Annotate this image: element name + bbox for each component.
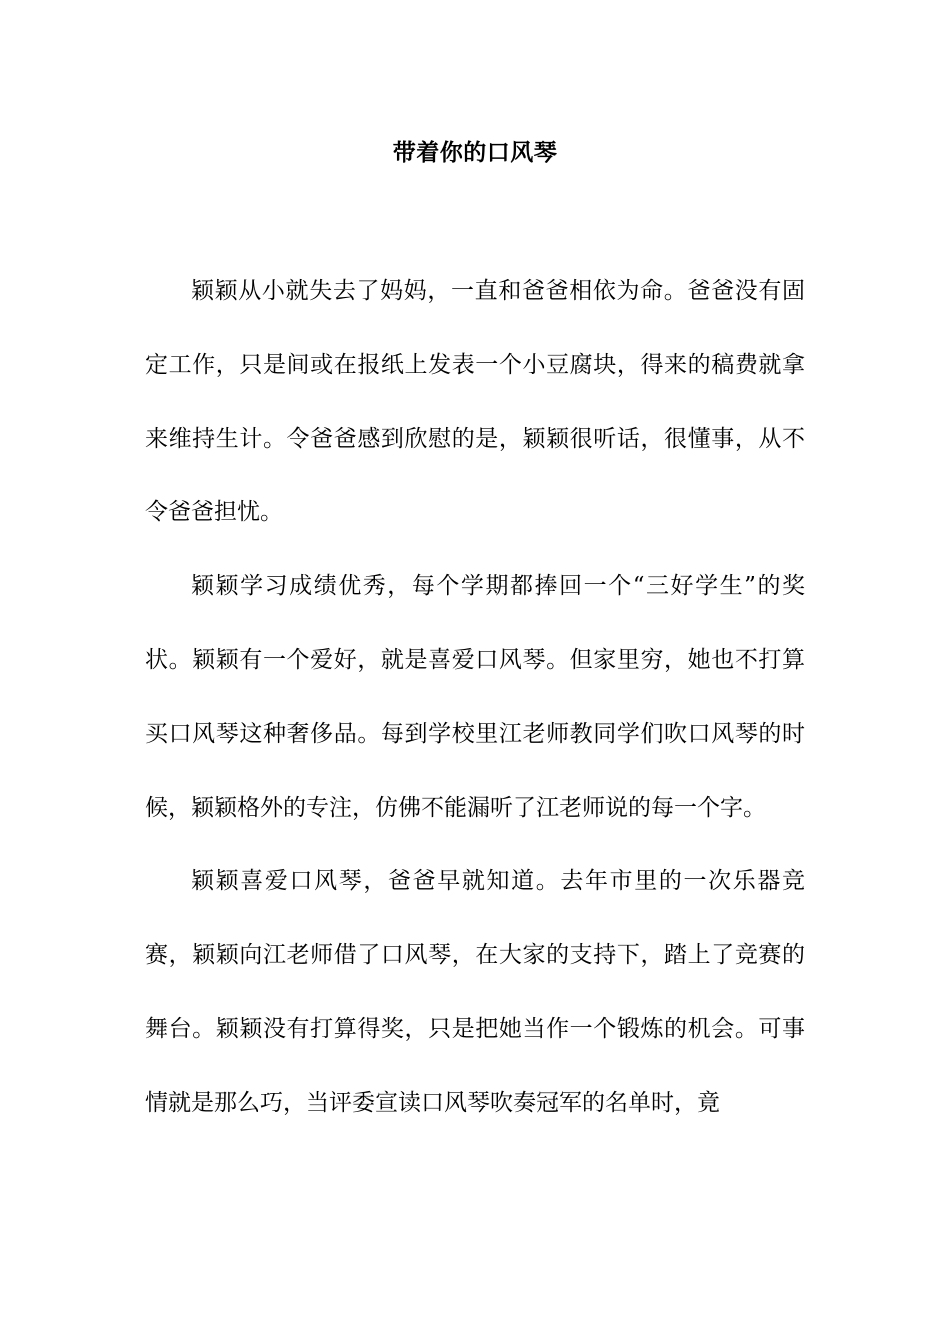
paragraph: 颖颖喜爱口风琴，爸爸早就知道。去年市里的一次乐器竞赛，颖颖向江老师借了口风琴，在大家的支持下，踏上了竞赛的舞台。颖颖没有打算得奖，只是把她当作一个锻炼的机会。可事情就是那么巧，当评委宣读口风琴吹奏冠军的名单时，竟: [145, 868, 805, 1116]
document-title: 带着你的口风琴: [392, 139, 558, 166]
paragraph: 颖颖从小就失去了妈妈，一直和爸爸相依为命。爸爸没有固定工作，只是间或在报纸上发表一个小豆腐块，得来的稿费就拿来维持生计。令爸爸感到欣慰的是，颖颖很听话，很懂事，从不令爸爸担忧。: [145, 278, 805, 526]
paragraph: 颖颖学习成绩优秀，每个学期都捧回一个“三好学生”的奖状。颖颖有一个爱好，就是喜爱口风琴。但家里穷，她也不打算买口风琴这种奢侈品。每到学校里江老师教同学们吹口风琴的时候，颖颖格外的专注，仿佛不能漏听了江老师说的每一个字。: [145, 573, 805, 821]
document-body: [145, 255, 805, 1141]
